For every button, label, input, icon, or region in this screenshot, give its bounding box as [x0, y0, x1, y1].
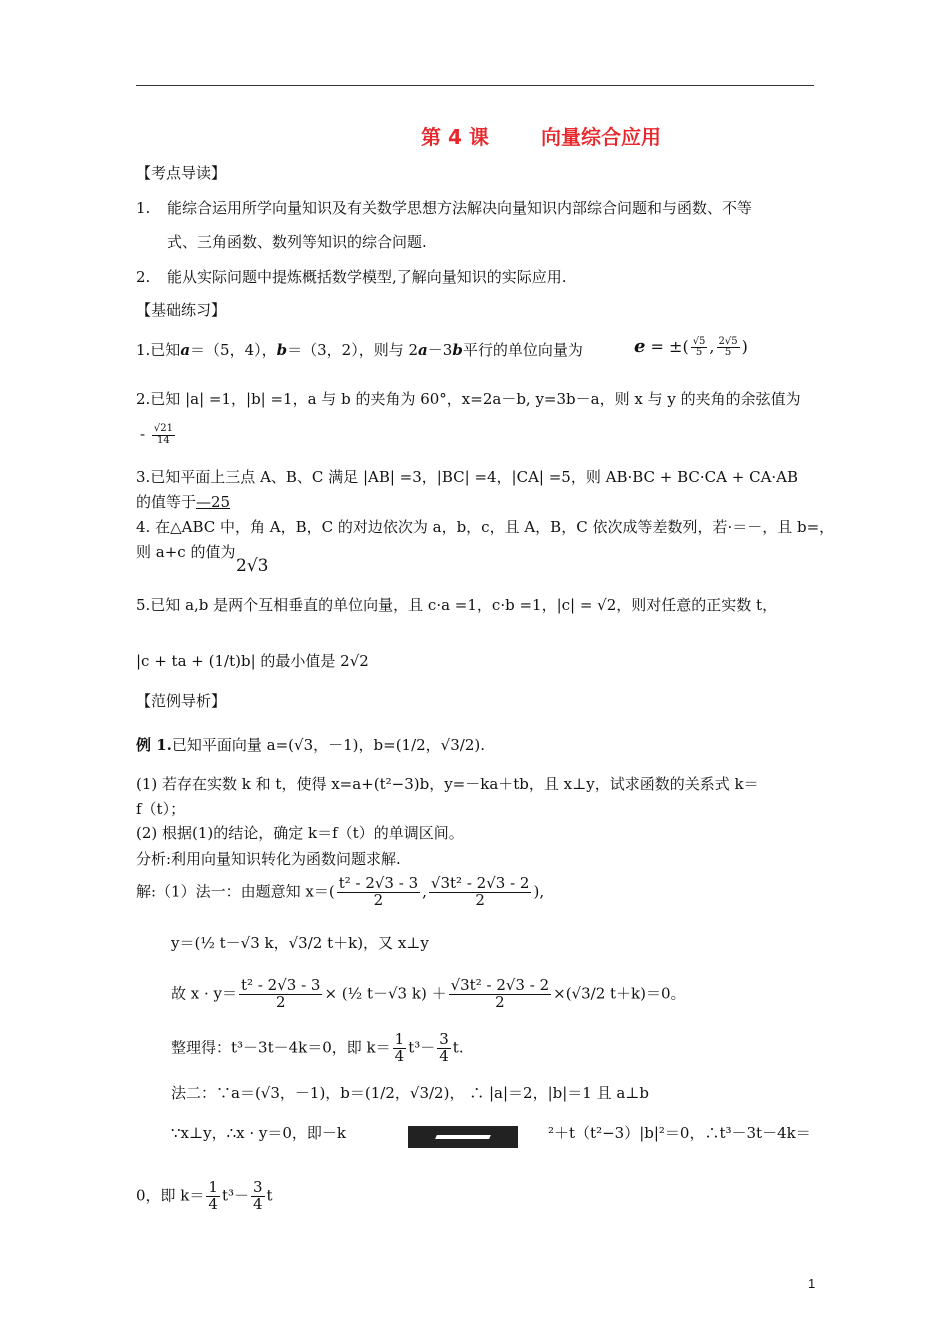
exercise-5: 5.已知 a,b 是两个互相垂直的单位向量，且 c·a =1，c·b =1，|c| = √2，则对任意的正实数 t，: [136, 596, 778, 614]
broken-formula-image: [408, 1126, 518, 1148]
exercise-5-tail: |c + ta + (1/t)b| 的最小值是 2√2: [136, 652, 369, 670]
page-number: 1: [808, 1276, 816, 1291]
header-rule: [136, 85, 814, 86]
solution-y: y＝(½ t－√3 k，√3/2 t＋k)，又 x⊥y: [171, 934, 429, 952]
section-kaodian: 【考点导读】: [136, 164, 227, 182]
section-jichu: 【基础练习】: [136, 301, 227, 319]
formula-placeholder: [408, 1126, 518, 1148]
analysis: 分析:利用向量知识转化为函数问题求解.: [136, 850, 401, 868]
solution-method2-line2b: ²＋t（t²−3）|b|²＝0，∴t³－3t－4k＝: [548, 1124, 811, 1142]
solution-method2: 法二：∵a＝(√3，－1)，b＝(1/2，√3/2)， ∴ |a|＝2，|b|＝1 且 a⊥b: [171, 1084, 650, 1102]
solution-zhengli: 整理得：t³－3t－4k＝0，即 k＝ $\frac{1}{4}$ t³－ $\frac{3}{4}$ t.: [171, 1030, 464, 1065]
solution-method2-line3: 0，即 k＝ $\frac{1}{4}$ t³－ $\frac{3}{4}$ t: [136, 1178, 273, 1213]
exercise-4-tail: 则 a+c 的值为: [136, 543, 236, 561]
solution-method2-line2: ∵x⊥y，∴x · y＝0，即－k: [171, 1124, 346, 1142]
q3-answer: —25: [196, 493, 231, 511]
solution-line1: 解:（1）法一：由题意知 x＝( $\frac{\text{t² - 2√3 - 3}}{2}$ , $\frac{\text{√3t² - 2√3 - 2}}{2}$ ),: [136, 874, 545, 909]
section-fanli: 【范例导析】: [136, 692, 227, 710]
exercise-1: 1.已知a＝（5，4），b＝（3，2），则与 2a－3b平行的单位向量为: [136, 341, 583, 359]
page-title: 向量综合应用: [541, 125, 661, 149]
kaodian-item1-num: 1.: [136, 199, 151, 217]
q1-lead: 1.已知: [136, 341, 181, 359]
lesson-number: 第 4 课: [421, 125, 489, 149]
solution-dot: 故 x · y＝ $\frac{\text{t² - 2√3 - 3}}{2}$ × (½ t－√3 k) ＋ $\frac{\text{√3t² - 2√3 - 2}}{2}$ ×(√3/2 t＋k)＝0。: [171, 976, 686, 1011]
kaodian-item2-num: 2.: [136, 268, 151, 286]
q1-answer: e = ±( $\frac{√5}{5}$ , $\frac{2√5}{5}$ ): [634, 335, 748, 358]
exercise-4: 4. 在△ABC 中，角 A，B，C 的对边依次为 a，b，c，且 A，B，C 依次成等差数列，若·＝－，且 b=，: [136, 518, 835, 536]
example-1-part2: (2) 根据(1)的结论，确定 k＝f（t）的单调区间。: [136, 824, 464, 842]
kaodian-item2-text: 能从实际问题中提炼概括数学模型,了解向量知识的实际应用.: [167, 268, 567, 286]
example-1-part1: (1) 若存在实数 k 和 t，使得 x=a+(t²−3)b，y=－ka＋tb，且 x⊥y，试求函数的关系式 k＝: [136, 775, 759, 793]
kaodian-item1-line2: 式、三角函数、数列等知识的综合问题.: [167, 233, 427, 251]
exercise-3-tail: 的值等于—25: [136, 493, 231, 511]
example-1-part1-cont: f（t）；: [136, 800, 186, 818]
exercise-3: 3.已知平面上三点 A、B、C 满足 |AB| =3，|BC| =4，|CA| =5，则 AB·BC + BC·CA + CA·AB: [136, 468, 799, 486]
q4-answer: 2√3: [236, 556, 269, 576]
example-1-title: 例 1.已知平面向量 a=(√3，－1)，b=(1/2，√3/2).: [136, 736, 486, 754]
q2-answer: - $\frac{√21}{14}$: [140, 423, 173, 446]
kaodian-item1-line1: 能综合运用所学向量知识及有关数学思想方法解决向量知识内部综合问题和与函数、不等: [167, 199, 753, 217]
exercise-2: 2.已知 |a| =1，|b| =1，a 与 b 的夹角为 60°，x=2a－b, y=3b－a，则 x 与 y 的夹角的余弦值为: [136, 390, 801, 408]
